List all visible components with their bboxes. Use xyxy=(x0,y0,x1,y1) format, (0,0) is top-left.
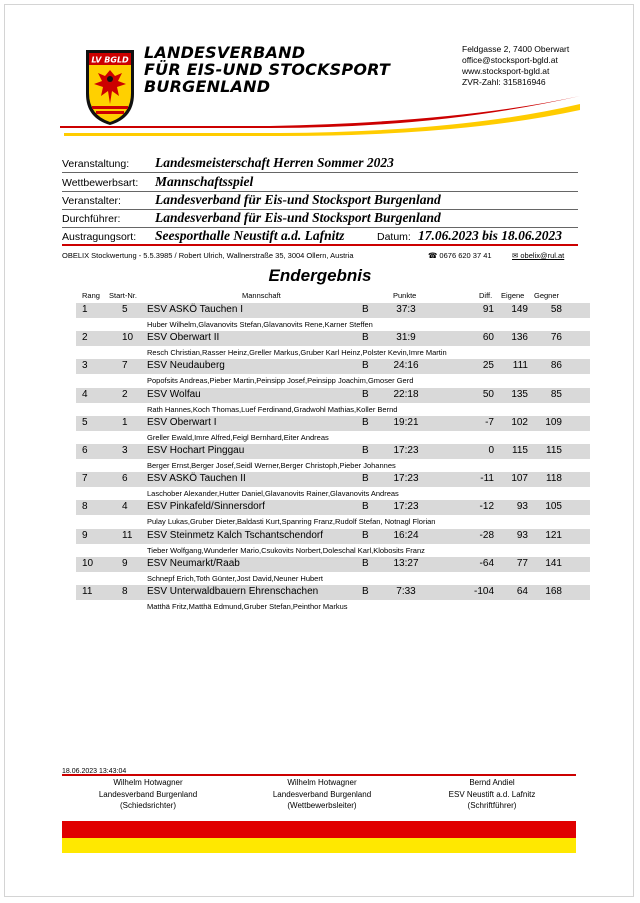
cell-eigene: 111 xyxy=(512,360,528,372)
cell-players: Pulay Lukas,Gruber Dieter,Baldasti Kurt,Spanring Franz,Rudolf Stefan, Notnagl Florian xyxy=(147,517,436,527)
cell-players: Resch Christian,Rasser Heinz,Greller Markus,Gruber Karl Heinz,Polster Kevin,Imre Martin xyxy=(147,348,447,358)
cell-punkte: 16:24 xyxy=(393,529,419,541)
cell-start: 7 xyxy=(122,360,128,372)
cell-gegner: 58 xyxy=(550,304,562,315)
cell-eigene: 115 xyxy=(512,445,528,456)
cell-diff: 0 xyxy=(488,445,494,456)
cell-start: 2 xyxy=(122,388,128,400)
cell-players: Berger Ernst,Berger Josef,Seidl Werner,Berger Christoph,Pieber Johannes xyxy=(147,461,396,470)
results-title: Endergebnis xyxy=(268,266,372,285)
contact-block xyxy=(462,44,569,88)
col-team: Mannschaft xyxy=(242,291,281,300)
cell-rang: 2 xyxy=(82,332,88,344)
cell-players: Laschober Alexander,Hutter Daniel,Glavanovits Rainer,Glavanovits Andreas xyxy=(147,489,399,499)
cell-diff: 91 xyxy=(482,304,494,315)
cell-rang: 4 xyxy=(82,388,88,400)
org-line-1: LANDESVERBAND xyxy=(144,43,306,62)
cell-start: 5 xyxy=(122,304,128,315)
cell-team: ESV Wolfau xyxy=(147,388,201,400)
cell-punkte: 13:27 xyxy=(393,557,419,569)
cell-group: B xyxy=(362,360,369,372)
email-link[interactable]: ✉ obelix@rul.at xyxy=(512,251,565,260)
cell-diff: -64 xyxy=(479,557,494,569)
cell-start: 3 xyxy=(122,445,128,456)
cell-punkte: 7:33 xyxy=(396,586,416,597)
info-row-event xyxy=(62,154,578,173)
info-row-type xyxy=(62,173,578,192)
contact-zvr: ZVR-Zahl: 315816946 xyxy=(462,77,546,87)
contact-email[interactable]: office@stocksport-bgld.at xyxy=(462,55,558,65)
signature-role: (Schiedsrichter) xyxy=(119,801,176,810)
cell-team: ESV Neudauberg xyxy=(147,360,225,372)
info-label: Veranstalter: xyxy=(62,195,121,207)
cell-group: B xyxy=(362,416,369,428)
cell-eigene: 64 xyxy=(516,586,528,597)
signature-name: Wilhelm Hotwagner xyxy=(113,778,183,787)
cell-players: Schnepf Erich,Toth Günter,Jost David,Neuner Hubert xyxy=(147,573,323,583)
org-line-3: BURGENLAND xyxy=(144,77,271,96)
table-row xyxy=(76,358,590,387)
cell-start: 9 xyxy=(122,557,128,569)
info-value: Seesporthalle Neustift a.d. Lafnitz xyxy=(155,228,345,243)
cell-group: B xyxy=(362,529,369,541)
info-value: Landesverband für Eis-und Stocksport Burgenland xyxy=(155,192,441,207)
cell-punkte: 17:23 xyxy=(393,445,419,456)
organization-name xyxy=(144,44,390,95)
cell-rang: 1 xyxy=(82,304,88,315)
info-label: Veranstaltung: xyxy=(62,158,130,170)
col-start: Start-Nr. xyxy=(109,291,137,300)
cell-eigene: 136 xyxy=(511,332,528,344)
cell-start: 10 xyxy=(122,332,134,344)
cell-gegner: 85 xyxy=(550,388,562,400)
cell-eigene: 107 xyxy=(511,473,528,485)
table-row xyxy=(76,415,590,444)
cell-team: ESV Pinkafeld/Sinnersdorf xyxy=(147,501,265,513)
signature-role: (Wettbewerbsleiter) xyxy=(287,801,357,810)
header-swoosh xyxy=(60,96,580,138)
cell-diff: -28 xyxy=(479,529,494,541)
cell-punkte: 19:21 xyxy=(393,416,419,428)
cell-gegner: 109 xyxy=(545,416,562,428)
cell-eigene: 102 xyxy=(511,416,528,428)
cell-start: 1 xyxy=(122,416,128,428)
signature-org: ESV Neustift a.d. Lafnitz xyxy=(448,789,536,799)
col-punkte: Punkte xyxy=(393,291,417,300)
info-label: Wettbewerbsart: xyxy=(62,177,139,189)
software-credit: OBELIX Stockwertung - 5.5.3985 / Robert Ulrich, Wallnerstraße 35, 3004 Ollern, Austria xyxy=(62,251,354,260)
cell-punkte: 22:18 xyxy=(393,388,419,400)
cell-rang: 8 xyxy=(82,501,88,513)
cell-gegner: 118 xyxy=(546,473,562,485)
signature-competition-lead xyxy=(232,777,412,812)
cell-start: 6 xyxy=(122,473,128,485)
cell-team: ESV Unterwaldbauern Ehrenschachen xyxy=(147,586,319,597)
info-value: Landesmeisterschaft Herren Sommer 2023 xyxy=(155,155,394,170)
cell-group: B xyxy=(362,473,369,485)
info-row-organizer xyxy=(62,191,578,210)
col-rang: Rang xyxy=(82,291,100,300)
cell-gegner: 115 xyxy=(546,445,562,456)
col-diff: Diff. xyxy=(479,291,493,300)
cell-gegner: 86 xyxy=(550,360,562,372)
cell-players: Popofsits Andreas,Pieber Martin,Peinsipp Josef,Peinsipp Joachim,Gmoser Gerd xyxy=(147,376,414,386)
info-label: Durchführer: xyxy=(62,213,121,225)
cell-rang: 9 xyxy=(82,529,88,541)
cell-start: 4 xyxy=(122,501,128,513)
cell-team: ESV Neumarkt/Raab xyxy=(147,557,240,569)
cell-team: ESV Steinmetz Kalch Tschantschendorf xyxy=(147,529,324,541)
info-value: Mannschaftsspiel xyxy=(155,174,254,189)
col-gegner: Gegner xyxy=(534,291,560,300)
info-row-venue xyxy=(62,227,578,246)
cell-diff: -11 xyxy=(480,473,494,485)
info-row-executor xyxy=(62,209,578,228)
cell-gegner: 141 xyxy=(545,557,562,569)
signature-secretary xyxy=(402,777,582,812)
cell-punkte: 17:23 xyxy=(393,501,419,513)
cell-diff: -7 xyxy=(485,416,494,428)
logo-text: LV BGLD xyxy=(91,55,129,65)
cell-diff: -104 xyxy=(473,586,494,597)
table-row xyxy=(76,528,590,557)
cell-team: ESV ASKÖ Tauchen I xyxy=(147,304,243,315)
cell-punkte: 17:23 xyxy=(393,473,419,485)
contact-address: Feldgasse 2, 7400 Oberwart xyxy=(462,44,570,54)
cell-rang: 3 xyxy=(82,360,88,372)
cell-start: 11 xyxy=(122,529,133,541)
date-value: 17.06.2023 bis 18.06.2023 xyxy=(418,228,563,243)
cell-group: B xyxy=(362,501,369,513)
cell-rang: 11 xyxy=(82,586,93,597)
cell-group: B xyxy=(362,557,369,569)
cell-punkte: 31:9 xyxy=(396,332,416,344)
cell-players: Tieber Wolfgang,Wunderler Mario,Csukovits Norbert,Doleschal Karl,Klobosits Franz xyxy=(147,545,425,555)
cell-eigene: 93 xyxy=(516,529,528,541)
cell-eigene: 93 xyxy=(516,501,528,513)
org-line-2: FÜR EIS-UND STOCKSPORT xyxy=(144,60,391,79)
table-row xyxy=(76,499,590,528)
print-timestamp: 18.06.2023 13:43:04 xyxy=(62,768,127,775)
info-label: Austragungsort: xyxy=(62,231,137,243)
signature-name: Bernd Andiel xyxy=(469,778,515,787)
cell-diff: 50 xyxy=(482,388,494,400)
cell-gegner: 121 xyxy=(545,529,562,541)
flag-band-red xyxy=(62,821,576,838)
cell-group: B xyxy=(362,586,369,597)
cell-players: Greller Ewald,Imre Alfred,Feigl Bernhard,Eiter Andreas xyxy=(147,432,329,442)
table-row xyxy=(76,387,590,416)
footer-divider xyxy=(62,774,576,776)
cell-team: ESV ASKÖ Tauchen II xyxy=(147,473,246,485)
info-value: Landesverband für Eis-und Stocksport Burgenland xyxy=(155,210,441,225)
cell-gegner: 168 xyxy=(545,586,562,597)
cell-players: Rath Hannes,Koch Thomas,Luef Ferdinand,Gradwohl Mathias,Koller Bernd xyxy=(147,404,398,414)
cell-start: 8 xyxy=(122,586,128,597)
cell-diff: -12 xyxy=(479,501,494,513)
signature-referee xyxy=(58,777,238,812)
cell-players: Matthä Fritz,Matthä Edmund,Gruber Stefan,Peinthor Markus xyxy=(147,602,348,611)
cell-group: B xyxy=(362,388,369,400)
table-row xyxy=(76,471,590,500)
table-row xyxy=(76,556,590,585)
phone-text: ☎ 0676 620 37 41 xyxy=(428,251,492,260)
cell-team: ESV Hochart Pinggau xyxy=(147,445,245,456)
table-row xyxy=(76,584,590,613)
cell-group: B xyxy=(362,304,369,315)
cell-team: ESV Oberwart I xyxy=(147,416,217,428)
signature-org: Landesverband Burgenland xyxy=(272,789,372,799)
cell-group: B xyxy=(362,332,369,344)
cell-rang: 6 xyxy=(82,445,88,456)
cell-diff: 25 xyxy=(482,360,494,372)
cell-eigene: 135 xyxy=(511,388,528,400)
table-row xyxy=(76,443,590,472)
cell-rang: 7 xyxy=(82,473,88,485)
cell-rang: 10 xyxy=(82,557,94,569)
cell-diff: 60 xyxy=(482,332,494,344)
date-label: Datum: xyxy=(377,231,411,243)
signature-org: Landesverband Burgenland xyxy=(98,789,198,799)
cell-punkte: 37:3 xyxy=(396,304,416,315)
signature-name: Wilhelm Hotwagner xyxy=(287,778,357,787)
contact-website[interactable]: www.stocksport-bgld.at xyxy=(462,66,550,76)
cell-rang: 5 xyxy=(82,416,88,428)
cell-team: ESV Oberwart II xyxy=(147,332,220,344)
cell-eigene: 149 xyxy=(511,304,528,315)
cell-eigene: 77 xyxy=(516,557,528,569)
flag-band-yellow xyxy=(62,838,576,853)
cell-gegner: 105 xyxy=(545,501,562,513)
table-row xyxy=(76,330,590,359)
signature-role: (Schriftführer) xyxy=(467,801,517,810)
cell-punkte: 24:16 xyxy=(393,360,419,372)
cell-gegner: 76 xyxy=(550,332,562,344)
table-row xyxy=(76,302,590,331)
cell-players: Huber Wilhelm,Glavanovits Stefan,Glavanovits Rene,Karner Steffen xyxy=(147,320,373,329)
col-eigene: Eigene xyxy=(501,291,525,300)
cell-group: B xyxy=(362,445,369,456)
